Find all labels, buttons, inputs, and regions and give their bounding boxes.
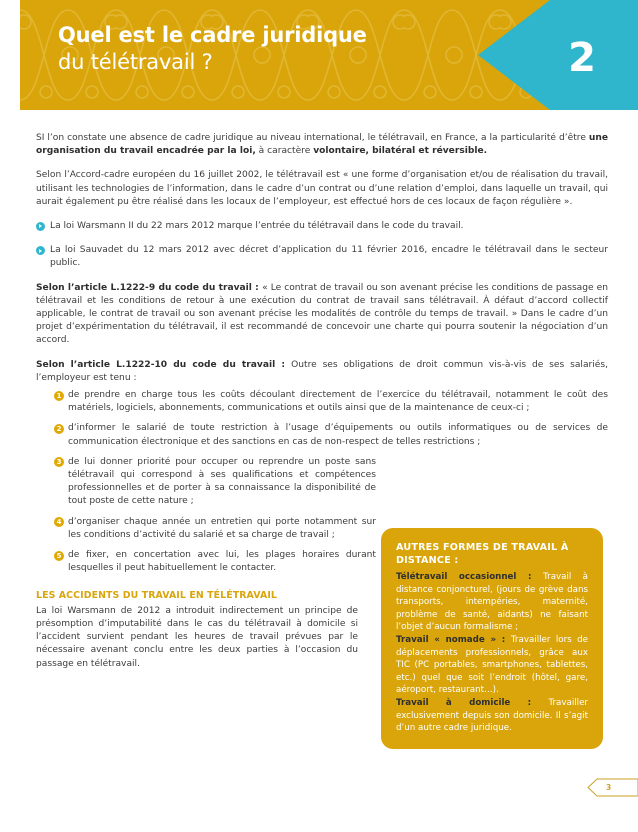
obligation-text-4: d’organiser chaque année un entretien qui porte notamment sur les conditions d’activité du salarié et sa charge de travail ; (68, 516, 376, 540)
list-item (36, 220, 608, 233)
header-title-block (58, 22, 367, 76)
intro-text-2: à caractère (255, 146, 314, 157)
accidents-section-heading: LES ACCIDENTS DU TRAVAIL EN TÉLÉTRAVAIL (36, 590, 277, 602)
list-item (36, 422, 608, 448)
chapter-number: 2 (568, 35, 596, 81)
accidents-section-text: La loi Warsmann de 2012 a introduit indirectement un principe de présomption d’imputabilité dans le cas du télétravail à domicile si l’accident survient pendant les heures de travail prévues par le nécessaire avenant conclu entre les deux parties à l’occasion du passage en télétravail. (36, 605, 358, 669)
sidebar-text-nomade: Travailler lors de déplacements professionnels, grâce aux TIC (PC portables, smartphones, tablettes, etc.) quel que soit l’endroit (hôtel, gare, aéroport, restaurant…). (396, 634, 588, 696)
article-10-lead: Selon l’article L.1222-10 du code du travail : (36, 359, 292, 370)
number-badge-3: 3 (54, 457, 64, 467)
sidebar-text-occasionnel: Travail à distance conjoncturel, (jours de grève dans transports, intempéries, maternité, problème de santé, aidants) ne faisant l’objet d’aucun formalisme ; (396, 572, 588, 633)
page-number-tag (584, 778, 638, 797)
sidebar-term-occasionnel: Télétravail occasionnel : (396, 572, 544, 582)
arrow-bullet-icon (36, 246, 45, 255)
page-number: 3 (606, 783, 612, 792)
list-item (36, 244, 608, 270)
bullet-text-sauvadet: La loi Sauvadet du 12 mars 2012 avec décret d’application du 11 février 2016, encadre le télétravail dans le secteur public. (50, 245, 608, 269)
list-item (36, 516, 376, 542)
number-badge-2: 2 (54, 424, 64, 434)
intro-bold-1: une organisation du travail encadrée par la loi, (36, 133, 608, 157)
list-item (36, 456, 376, 509)
sidebar-callout-box (381, 528, 603, 749)
sidebar-entry-nomade (396, 634, 588, 697)
obligation-text-5: de fixer, en concertation avec lui, les plages horaires durant lesquelles il peut habituellement le contacter. (68, 550, 376, 574)
intro-bold-2: volontaire, bilatéral et réversible. (313, 146, 488, 157)
sidebar-term-nomade: Travail « nomade » : (396, 634, 511, 645)
sidebar-term-domicile: Travail à domicile : (396, 697, 549, 708)
article-9-lead: Selon l’article L.1222-9 du code du travail : (36, 282, 263, 293)
obligation-text-2: d’informer le salarié de toute restriction à l’usage d’équipements ou outils informatiques ou de services de communication électronique et des sanctions en cas de non-respect de telles restrictions ; (68, 423, 608, 447)
sidebar-text-domicile: Travailler exclusivement depuis son domicile. Il s’agit d’un autre cadre juridique. (396, 697, 588, 734)
sidebar-title: AUTRES FORMES DE TRAVAIL À DISTANCE : (396, 542, 569, 566)
arrow-bullet-icon (36, 222, 45, 231)
article-l1222-9-paragraph (36, 282, 608, 348)
bullet-text-warsmann: La loi Warsmann II du 22 mars 2012 marque l’entrée du télétravail dans le code du travail. (50, 221, 464, 232)
sidebar-entry-occasionnel (396, 571, 588, 634)
sidebar-entry-domicile (396, 697, 588, 735)
page-title-line-2: du télétravail ? (58, 50, 213, 74)
accidents-section (36, 589, 358, 670)
number-badge-5: 5 (54, 551, 64, 561)
article-9-text: « Le contrat de travail ou son avenant précise les conditions de passage en télétravail et les conditions de retour à une exécution du contrat de travail sans télétravail. À défaut d’accord collectif applicable, le contrat de travail ou son avenant précise les modalités de contrôle du temps de travail. » Dans le cadre d’un projet d’expérimentation du télétravail, il est recommandé de concevoir une charte qui pourra soutenir la négociation d’un accord. (36, 282, 609, 346)
intro-text-1: SI l’on constate une absence de cadre juridique au niveau international, le télétravail, en France, a la particularité d’être (36, 133, 589, 143)
article-10-text: Outre ses obligations de droit commun vis-à-vis de ses salariés, l’employeur est tenu : (36, 359, 609, 383)
accord-cadre-paragraph: Selon l’Accord-cadre européen du 16 juillet 2002, le télétravail est « une forme d’organisation et/ou de réalisation du travail, utilisant les technologies de l’information, dans le cadre d’un contrat ou d’une relation d’emploi, dans laquelle un travail, qui aurait également pu être réalisé dans les locaux de l’employeur, est effectué hors de ces locaux de façon régulière ». (36, 170, 608, 207)
list-item (36, 389, 608, 415)
page-header-banner (20, 0, 638, 110)
intro-paragraph (36, 132, 608, 158)
article-l1222-10-paragraph (36, 359, 608, 385)
number-badge-4: 4 (54, 517, 64, 527)
obligation-text-1: de prendre en charge tous les coûts découlant directement de l’exercice du télétravail, notamment le coût des matériels, logiciels, abonnements, communications et outils ainsi que de la maintenance de ceux-ci ; (68, 390, 608, 414)
list-item (36, 549, 376, 575)
obligation-text-3: de lui donner priorité pour occuper ou reprendre un poste sans télétravail qui correspond à ses qualifications et compétences professionnelles et de porter à sa connaissance la disponibilité de tout poste de cette nature ; (68, 456, 376, 507)
page-title-line-1: Quel est le cadre juridique (58, 23, 367, 47)
number-badge-1: 1 (54, 391, 64, 401)
